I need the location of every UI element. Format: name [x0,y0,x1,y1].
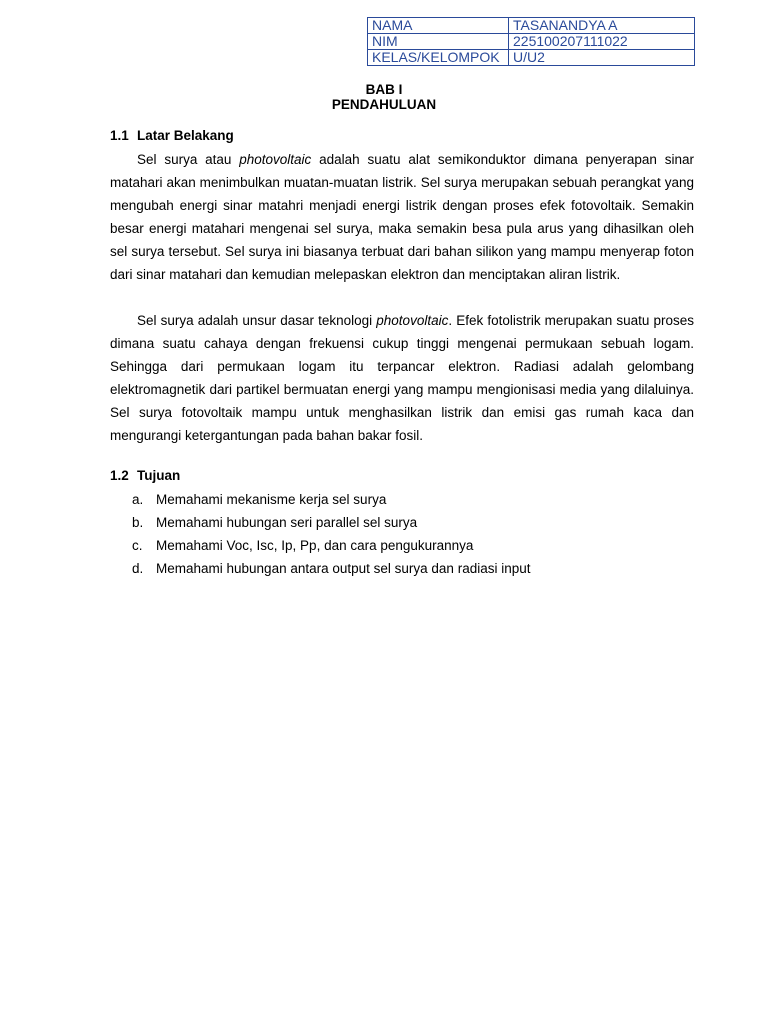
chapter-number: BAB I [365,82,403,97]
identity-row [368,50,695,66]
objectives-list [110,488,694,580]
paragraph [110,148,694,287]
section-heading-tujuan [110,468,180,484]
identity-table [367,17,695,66]
identity-value: 225100207111022 [509,34,695,50]
paragraph-text: Sel surya adalah unsur dasar teknologi [137,313,377,328]
paragraph [110,309,694,448]
section-number: 1.2 [110,468,129,483]
section-number: 1.1 [110,128,129,143]
list-marker: d. [132,561,144,577]
identity-row [368,18,695,34]
paragraph-text: Sel surya atau [137,152,240,167]
list-item [110,511,694,534]
paragraph-text: adalah suatu alat semikonduktor dimana penyerapan sinar matahari akan menimbulkan muatan-muatan listrik. Sel surya merupakan sebuah perangkat yang mengubah energi sinar matahri menjadi energi listrik dengan proses efek fotovoltaik. Semakin besar energi matahari mengenai sel surya, maka semakin besa pula arus yang dihasilkan oleh sel surya tersebut. Sel surya ini biasanya terbuat dari bahan silikon yang mampu menyerap foton dari sinar matahari dan kemudian melepaskan elektron dan menciptakan aliran listrik. [110,152,694,283]
identity-label: NIM [368,34,509,50]
identity-value: TASANANDYA A [509,18,695,34]
paragraph-italic-term: photovoltaic [239,152,312,167]
section-title: Latar Belakang [137,128,234,143]
list-item-text: Memahami Voc, Isc, Ip, Pp, dan cara pengukurannya [156,538,474,554]
paragraph-text: . Efek fotolistrik merupakan suatu proses dimana suatu cahaya dengan frekuensi cukup tinggi mengenai permukaan sebuah logam. Sehingga dari permukaan logam itu terpancar elektron. Radiasi adalah gelombang elektromagnetik dari partikel bermuatan energi yang mampu mengionisasi media yang dilaluinya. Sel surya fotovoltaik mampu untuk menghasilkan listrik dan emisi gas rumah kaca dan mengurangi ketergantungan pada bahan bakar fosil. [110,313,694,444]
identity-label: NAMA [368,18,509,34]
list-marker: c. [132,538,143,554]
section-heading-latar-belakang [110,128,234,144]
list-item [110,488,694,511]
list-marker: a. [132,492,144,507]
identity-value: U/U2 [509,50,695,66]
paragraph-italic-term: photovoltaic [376,313,449,328]
list-item-text: Memahami hubungan antara output sel surya dan radiasi input [156,561,531,577]
list-marker: b. [132,515,144,531]
identity-label: KELAS/KELOMPOK [368,50,509,66]
list-item-text: Memahami mekanisme kerja sel surya [156,492,387,507]
chapter-title: PENDAHULUAN [331,97,437,112]
identity-row [368,34,695,50]
list-item [110,534,694,557]
section-title: Tujuan [137,468,181,483]
list-item [110,557,694,580]
list-item-text: Memahami hubungan seri parallel sel surya [156,515,418,531]
